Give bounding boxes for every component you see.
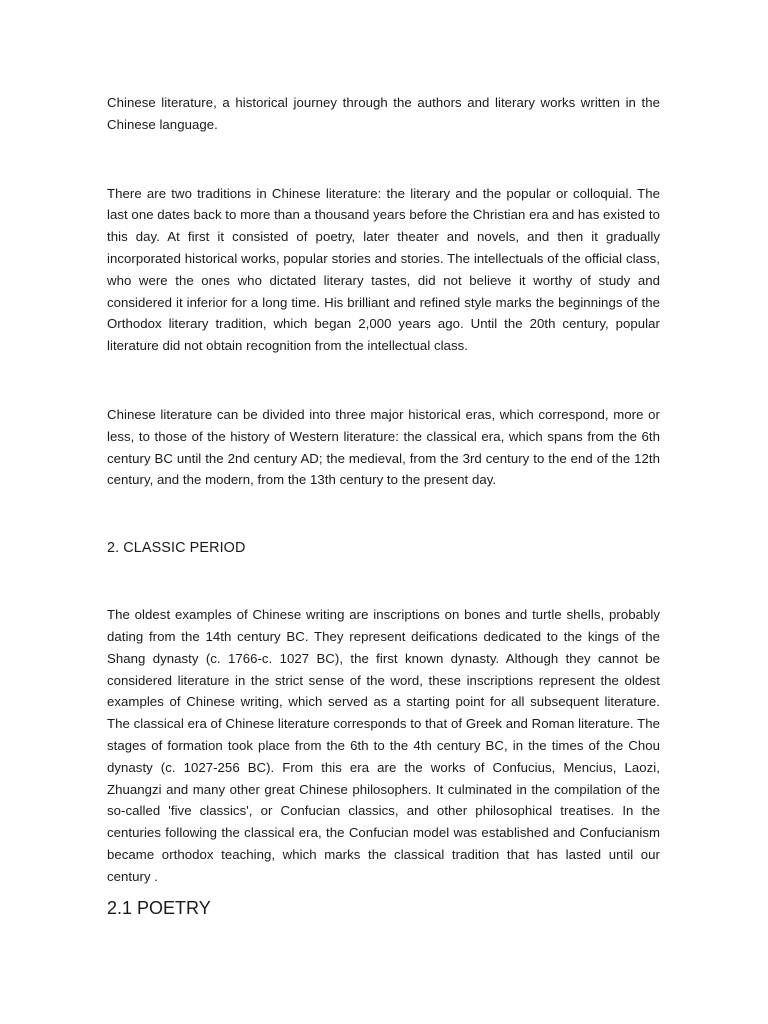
classic-period-paragraph: The oldest examples of Chinese writing are inscriptions on bones and turtle shells, probably dating from the 14th century BC. They represent deifications dedicated to the kings of the Shang dynasty (c. 1766-c. 1027 BC), the first known dynasty. Although they cannot be considered literature in the strict sense of the word, these inscriptions represent the oldest examples of Chinese writing, which served as a starting point for all subsequent literature. The classical era of Chinese literature corresponds to that of Greek and Roman literature. The stages of formation took place from the 6th to the 4th century BC, in the times of the Chou dynasty (c. 1027-256 BC). From this era are the works of Confucius, Mencius, Laozi, Zhuangzi and many other great Chinese philosophers. It culminated in the compilation of the so-called 'five classics', or Confucian classics, and other philosophical treatises. In the centuries following the classical era, the Confucian model was established and Confucianism became orthodox teaching, which marks the classical tradition that has lasted until our century . xyxy=(107,607,660,884)
traditions-paragraph: There are two traditions in Chinese literature: the literary and the popular or colloquial. The last one dates back to more than a thousand years before the Christian era and has existed to this day. At first it consisted of poetry, later theater and novels, and then it gradually incorporated historical works, popular stories and stories. The intellectuals of the official class, who were the ones who dictated literary tastes, did not believe it worthy of study and considered it inferior for a long time. His brilliant and refined style marks the beginnings of the Orthodox literary tradition, which began 2,000 years ago. Until the 20th century, popular literature did not obtain recognition from the intellectual class. xyxy=(107,185,660,354)
section-heading-classic-period: 2. CLASSIC PERIOD xyxy=(107,540,246,557)
intro-paragraph: Chinese literature, a historical journey through the authors and literary works written in the Chinese language. xyxy=(107,95,660,132)
eras-paragraph: Chinese literature can be divided into three major historical eras, which correspond, more or less, to those of the history of Western literature: the classical era, which spans from the 6th century BC until the 2nd century AD; the medieval, from the 3rd century to the end of the 12th century, and the modern, from the 13th century to the present day. xyxy=(107,406,660,488)
document-page xyxy=(107,92,660,921)
subsection-heading-poetry: 2.1 POETRY xyxy=(107,897,211,918)
